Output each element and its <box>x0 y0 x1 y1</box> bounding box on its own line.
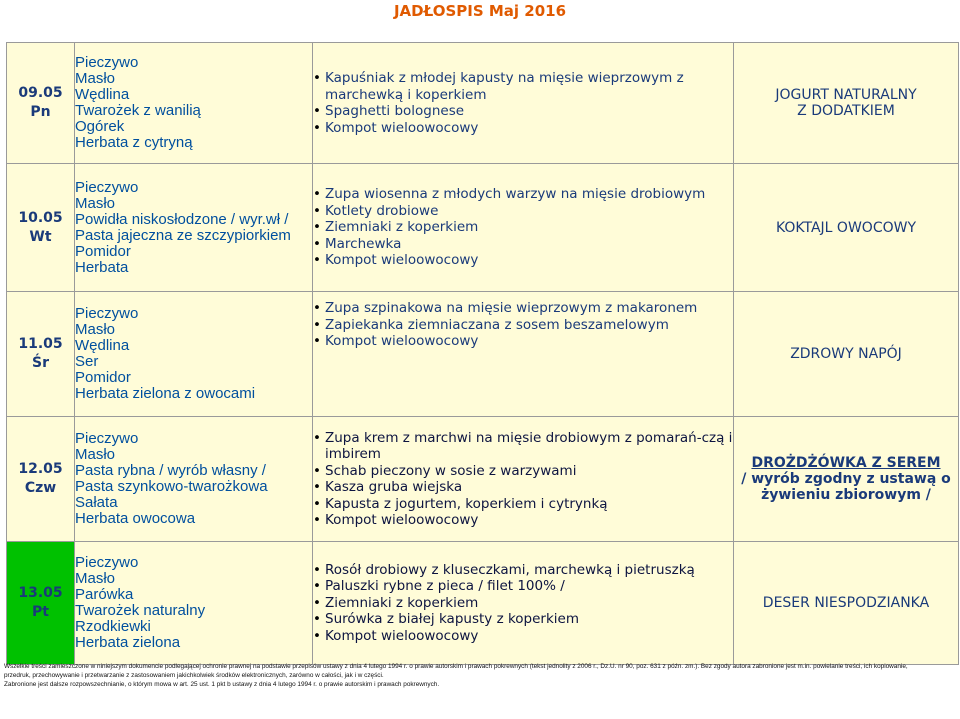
lunch-item: • Marchewka <box>313 236 733 253</box>
day-date: 10.05 <box>18 209 63 226</box>
breakfast-cell <box>75 417 313 542</box>
lunch-item: • Kompot wieloowocowy <box>313 333 733 350</box>
breakfast-item: Parówka <box>75 586 134 603</box>
snack-line: żywieniu zbiorowym / <box>761 487 931 503</box>
breakfast-item: Pieczywo <box>75 554 139 571</box>
day-weekday: Pt <box>32 604 49 620</box>
day-cell <box>7 43 75 164</box>
breakfast-item: Wędlina <box>75 86 130 103</box>
breakfast-item: Pasta szynkowo-twarożkowa <box>75 478 268 495</box>
day-row-tuesday <box>7 164 959 292</box>
day-row-friday <box>7 542 959 665</box>
menu-table <box>6 42 959 665</box>
breakfast-item: Masło <box>75 321 116 338</box>
lunch-item: • Kompot wieloowocowy <box>313 252 733 269</box>
snack-line: DESER NIESPODZIANKA <box>762 595 930 611</box>
day-row-monday <box>7 43 959 164</box>
day-row-wednesday <box>7 292 959 417</box>
lunch-item: • Kompot wieloowocowy <box>313 120 733 137</box>
breakfast-item: Twarożek naturalny <box>75 602 206 619</box>
lunch-item: • Kasza gruba wiejska <box>313 479 733 496</box>
day-date: 11.05 <box>18 336 63 352</box>
breakfast-item: Herbata owocowa <box>75 510 196 527</box>
lunch-item: • Zupa krem z marchwi na mięsie drobiowym z pomarań-czą i imbirem <box>313 430 733 463</box>
day-cell <box>7 164 75 292</box>
breakfast-item: Masło <box>75 570 116 587</box>
day-weekday: Wt <box>29 228 52 245</box>
breakfast-item: Masło <box>75 194 116 212</box>
lunch-item: • Kapusta z jogurtem, koperkiem i cytrynką <box>313 496 733 513</box>
day-row-thursday <box>7 417 959 542</box>
breakfast-item: Pomidor <box>75 242 131 260</box>
breakfast-item: Herbata zielona <box>75 634 181 651</box>
day-date: 09.05 <box>18 85 63 101</box>
lunch-item: • Paluszki rybne z pieca / filet 100% / <box>313 578 733 595</box>
snack-line: JOGURT NATURALNY <box>775 87 917 103</box>
snack-cell <box>734 542 959 665</box>
lunch-cell <box>313 417 734 542</box>
breakfast-item: Rzodkiewki <box>75 618 151 635</box>
breakfast-item: Pieczywo <box>75 54 139 71</box>
breakfast-item: Pieczywo <box>75 430 139 447</box>
breakfast-item: Sałata <box>75 494 118 511</box>
lunch-cell <box>313 542 734 665</box>
snack-line: / wyrób zgodny z ustawą o <box>741 471 951 487</box>
breakfast-item: Herbata z cytryną <box>75 134 193 151</box>
breakfast-item: Pomidor <box>75 369 131 386</box>
breakfast-item: Pieczywo <box>75 305 139 322</box>
lunch-item: • Rosół drobiowy z kluseczkami, marchewką i pietruszką <box>313 562 733 579</box>
snack-line: DROŻDŻÓWKA Z SEREM <box>751 455 941 471</box>
breakfast-item: Masło <box>75 70 116 87</box>
breakfast-item: Masło <box>75 446 116 463</box>
lunch-item: • Surówka z białej kapusty z koperkiem <box>313 611 733 628</box>
day-weekday: Czw <box>24 480 57 496</box>
breakfast-cell <box>75 292 313 417</box>
lunch-item: • Zupa szpinakowa na mięsie wieprzowym z makaronem <box>313 300 733 317</box>
lunch-item: • Kompot wieloowocowy <box>313 628 733 645</box>
day-cell <box>7 417 75 542</box>
lunch-item: • Ziemniaki z koperkiem <box>313 219 733 236</box>
breakfast-cell <box>75 542 313 665</box>
day-date: 13.05 <box>18 585 63 601</box>
snack-line: KOKTAJL OWOCOWY <box>775 219 917 236</box>
breakfast-item: Herbata <box>75 258 129 276</box>
snack-cell <box>734 417 959 542</box>
lunch-item: • Zapiekanka ziemniaczana z sosem beszamelowym <box>313 317 733 334</box>
footer-line: Zabronione jest dalsze rozpowszechnianie, o którym mowa w art. 25 ust. 1 pkt b ustawy z dnia 4 lutego 1994 r. o prawie autorskim i prawach pokrewnych. <box>4 681 440 688</box>
lunch-item: • Kapuśniak z młodej kapusty na mięsie wieprzowym z marchewką i koperkiem <box>313 70 733 103</box>
lunch-item: • Schab pieczony w sosie z warzywami <box>313 463 733 480</box>
breakfast-item: Pasta rybna / wyrób własny / <box>75 462 266 479</box>
day-date: 12.05 <box>18 461 63 477</box>
lunch-item: • Spaghetti bolognese <box>313 103 733 120</box>
lunch-item: • Kotlety drobiowe <box>313 203 733 220</box>
copyright-footer <box>4 662 956 689</box>
lunch-item: • Zupa wiosenna z młodych warzyw na mięsie drobiowym <box>313 186 733 203</box>
snack-cell <box>734 43 959 164</box>
snack-cell <box>734 164 959 292</box>
breakfast-item: Wędlina <box>75 337 130 354</box>
day-weekday: Pn <box>30 104 51 120</box>
lunch-cell <box>313 43 734 164</box>
breakfast-item: Pasta jajeczna ze szczypiorkiem <box>75 226 291 244</box>
lunch-cell <box>313 292 734 417</box>
snack-cell <box>734 292 959 417</box>
snack-line: Z DODATKIEM <box>797 103 895 119</box>
breakfast-item: Twarożek z wanilią <box>75 102 201 119</box>
breakfast-cell <box>75 43 313 164</box>
day-cell <box>7 542 75 665</box>
breakfast-item: Ogórek <box>75 118 125 135</box>
day-cell <box>7 292 75 417</box>
breakfast-cell <box>75 164 313 292</box>
lunch-cell <box>313 164 734 292</box>
lunch-item: • Kompot wieloowocowy <box>313 512 733 529</box>
breakfast-item: Ser <box>75 353 99 370</box>
day-weekday: Śr <box>32 355 49 371</box>
footer-line: Wszelkie treści zamieszczone w niniejszym dokumencie podlegającej ochronie prawnej na podstawie przepisów ustawy z dnia 4 lutego 1994 r. o prawie autorskim i prawach pokrewnych (tekst jednolity z 2006 r., Dz.U. nr 90, poz. 631 z późn. zm.). Bez zgody autora zabronione jest m.in. powielanie treści, ich kopiowanie, <box>4 663 908 670</box>
page-title: JADŁOSPIS Maj 2016 <box>393 2 567 20</box>
breakfast-item: Herbata zielona z owocami <box>75 385 256 402</box>
snack-line: ZDROWY NAPÓJ <box>790 346 902 362</box>
footer-line: przedruk, przechowywanie i przetwarzanie z zastosowaniem jakichkolwiek środków elektronicznych, zarówno w całości, jak i w części. <box>4 672 384 679</box>
breakfast-item: Powidła niskosłodzone / wyr.wł / <box>75 210 289 228</box>
lunch-item: • Ziemniaki z koperkiem <box>313 595 733 612</box>
breakfast-item: Pieczywo <box>75 178 139 196</box>
